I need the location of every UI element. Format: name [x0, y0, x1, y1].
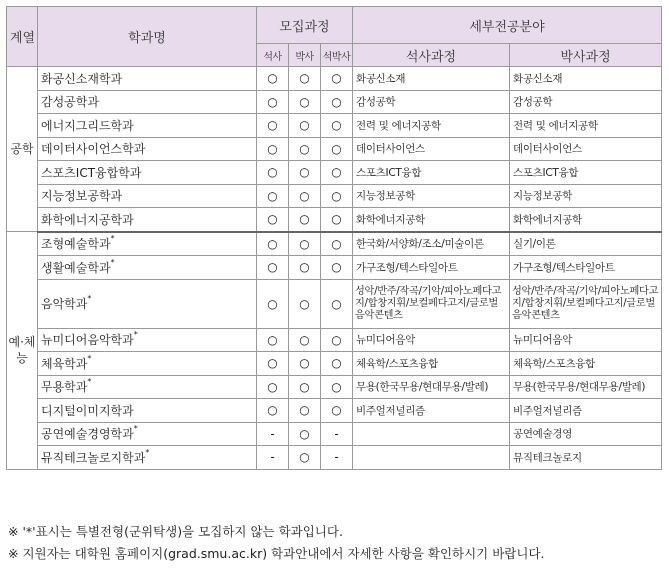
integrated-mark: ○	[321, 375, 353, 399]
header-doctor-course: 박사과정	[510, 44, 662, 67]
footnote-2: ※ 지원자는 대학원 홈페이지(grad.smu.ac.kr) 학과안내에서 자세한 사항을 확인하시기 바랍니다.	[8, 546, 545, 561]
doctor-mark: ○	[289, 232, 321, 256]
doctor-field: 뮤직테크놀로지	[510, 446, 662, 470]
doctor-field: 성악/반주/작곡/기악/피아노페다고지/합창지휘/보컬페다고지/글로벌음악콘텐츠	[510, 279, 662, 328]
doctor-field: 비주얼저널리즘	[510, 399, 662, 423]
doctor-field: 뉴미디어음악	[510, 328, 662, 352]
master-mark: ○	[257, 184, 289, 208]
master-mark: ○	[257, 161, 289, 185]
master-field: 체육학/스포츠융합	[353, 352, 510, 376]
master-field: 데이터사이언스	[353, 137, 510, 161]
integrated-mark: -	[321, 446, 353, 470]
doctor-mark: ○	[289, 161, 321, 185]
integrated-mark: ○	[321, 399, 353, 423]
department-name	[38, 422, 257, 446]
doctor-field: 스포츠ICT융합	[510, 161, 662, 185]
footnotes	[8, 521, 545, 565]
table-row	[7, 352, 662, 376]
header-category: 계열	[7, 7, 38, 67]
header-integrated: 석박사	[321, 44, 353, 67]
department-name	[38, 279, 257, 328]
integrated-mark: ○	[321, 352, 353, 376]
header-field: 세부전공분야	[353, 7, 662, 44]
table-row	[7, 208, 662, 232]
department-label: 지능정보공학과	[41, 189, 123, 204]
doctor-mark: ○	[289, 446, 321, 470]
master-field: 한국화/서양화/조소/미술이론	[353, 232, 510, 256]
doctor-mark: ○	[289, 328, 321, 352]
table-row	[7, 67, 662, 91]
department-name	[38, 184, 257, 208]
department-label: 디지털이미지학과	[41, 403, 134, 418]
table-body	[7, 67, 662, 470]
integrated-mark: ○	[321, 279, 353, 328]
department-label: 공연예술경영학과	[41, 427, 134, 442]
master-field: 비주얼저널리즘	[353, 399, 510, 423]
department-label: 조형예술학과	[41, 237, 111, 252]
department-name	[38, 161, 257, 185]
department-label: 스포츠ICT융합학과	[41, 165, 142, 180]
master-field: 감성공학	[353, 90, 510, 114]
doctor-mark: ○	[289, 352, 321, 376]
master-field: 화공신소재	[353, 67, 510, 91]
master-mark: ○	[257, 67, 289, 91]
category-cell: 공학	[7, 67, 38, 232]
header-recruit: 모집과정	[257, 7, 353, 44]
integrated-mark: ○	[321, 137, 353, 161]
doctor-field: 무용(한국무용/현대무용/발레)	[510, 375, 662, 399]
doctor-field: 공연예술경영	[510, 422, 662, 446]
table-row	[7, 161, 662, 185]
department-label: 음악학과	[41, 297, 88, 311]
master-mark: ○	[257, 399, 289, 423]
asterisk-mark: *	[87, 353, 92, 363]
asterisk-mark: *	[145, 447, 150, 457]
master-mark: ○	[257, 232, 289, 256]
integrated-mark: ○	[321, 67, 353, 91]
doctor-mark: ○	[289, 422, 321, 446]
table-row	[7, 114, 662, 138]
doctor-field: 실기/이론	[510, 232, 662, 256]
table-row	[7, 375, 662, 399]
doctor-mark: ○	[289, 279, 321, 328]
master-field	[353, 446, 510, 470]
footnote-1: ※ '*'표시는 특별전형(군위탁생)을 모집하지 않는 학과입니다.	[8, 524, 343, 539]
doctor-mark: ○	[289, 208, 321, 232]
doctor-field: 전력 및 에너지공학	[510, 114, 662, 138]
department-label: 체육학과	[41, 356, 88, 371]
doctor-mark: ○	[289, 67, 321, 91]
table-row	[7, 446, 662, 470]
department-table	[6, 6, 662, 470]
department-label: 화공신소재학과	[41, 71, 123, 86]
table-row	[7, 256, 662, 280]
doctor-field: 화공신소재	[510, 67, 662, 91]
integrated-mark: ○	[321, 256, 353, 280]
department-name	[38, 256, 257, 280]
master-field: 전력 및 에너지공학	[353, 114, 510, 138]
doctor-mark: ○	[289, 137, 321, 161]
master-field: 무용(한국무용/현대무용/발레)	[353, 375, 510, 399]
header-doctor: 박사	[289, 44, 321, 67]
integrated-mark: ○	[321, 208, 353, 232]
master-mark: ○	[257, 256, 289, 280]
master-mark: -	[257, 446, 289, 470]
department-name	[38, 328, 257, 352]
master-mark: ○	[257, 375, 289, 399]
master-field: 뉴미디어음악	[353, 328, 510, 352]
integrated-mark: ○	[321, 328, 353, 352]
master-mark: ○	[257, 90, 289, 114]
table-row	[7, 422, 662, 446]
department-name	[38, 352, 257, 376]
doctor-field: 가구조형/텍스타일아트	[510, 256, 662, 280]
doctor-mark: ○	[289, 184, 321, 208]
doctor-field: 데이터사이언스	[510, 137, 662, 161]
department-name	[38, 375, 257, 399]
header-master-course: 석사과정	[353, 44, 510, 67]
doctor-mark: ○	[289, 375, 321, 399]
integrated-mark: ○	[321, 90, 353, 114]
asterisk-mark: *	[133, 424, 138, 434]
doctor-mark: ○	[289, 90, 321, 114]
department-name	[38, 399, 257, 423]
table-row	[7, 328, 662, 352]
asterisk-mark: *	[87, 294, 92, 303]
master-mark: ○	[257, 114, 289, 138]
asterisk-mark: *	[110, 234, 115, 244]
integrated-mark: -	[321, 422, 353, 446]
asterisk-mark: *	[133, 330, 138, 340]
master-field: 성악/반주/작곡/기악/피아노페다고지/합창지휘/보컬페다고지/글로벌음악콘텐츠	[353, 279, 510, 328]
header-master: 석사	[257, 44, 289, 67]
department-name	[38, 208, 257, 232]
doctor-mark: ○	[289, 399, 321, 423]
department-name	[38, 446, 257, 470]
integrated-mark: ○	[321, 114, 353, 138]
master-field	[353, 422, 510, 446]
master-mark: ○	[257, 279, 289, 328]
integrated-mark: ○	[321, 161, 353, 185]
asterisk-mark: *	[87, 377, 92, 387]
master-field: 스포츠ICT융합	[353, 161, 510, 185]
table-row	[7, 137, 662, 161]
table-row	[7, 399, 662, 423]
department-label: 에너지그리드학과	[41, 118, 134, 133]
master-field: 화학에너지공학	[353, 208, 510, 232]
department-label: 감성공학과	[41, 95, 99, 110]
doctor-field: 체육학/스포츠융합	[510, 352, 662, 376]
master-mark: ○	[257, 352, 289, 376]
table-row	[7, 279, 662, 328]
master-mark: ○	[257, 137, 289, 161]
department-label: 무용학과	[41, 380, 88, 395]
asterisk-mark: *	[110, 257, 115, 267]
table-row	[7, 232, 662, 256]
department-name	[38, 67, 257, 91]
doctor-mark: ○	[289, 256, 321, 280]
department-label: 뮤직테크놀로지학과	[41, 450, 146, 465]
master-mark: ○	[257, 328, 289, 352]
master-mark: -	[257, 422, 289, 446]
master-field: 지능정보공학	[353, 184, 510, 208]
doctor-field: 지능정보공학	[510, 184, 662, 208]
department-name	[38, 114, 257, 138]
department-label: 화학에너지공학과	[41, 212, 134, 227]
department-name	[38, 90, 257, 114]
table-row	[7, 184, 662, 208]
department-name	[38, 137, 257, 161]
department-label: 생활예술학과	[41, 260, 111, 275]
integrated-mark: ○	[321, 232, 353, 256]
table-row	[7, 90, 662, 114]
header-department: 학과명	[38, 7, 257, 67]
doctor-field: 화학에너지공학	[510, 208, 662, 232]
doctor-field: 감성공학	[510, 90, 662, 114]
department-label: 뉴미디어음악학과	[41, 333, 134, 348]
master-mark: ○	[257, 208, 289, 232]
department-label: 데이터사이언스학과	[41, 142, 146, 157]
master-field: 가구조형/텍스타일아트	[353, 256, 510, 280]
department-name	[38, 232, 257, 256]
integrated-mark: ○	[321, 184, 353, 208]
doctor-mark: ○	[289, 114, 321, 138]
category-cell: 예·체능	[7, 232, 38, 470]
